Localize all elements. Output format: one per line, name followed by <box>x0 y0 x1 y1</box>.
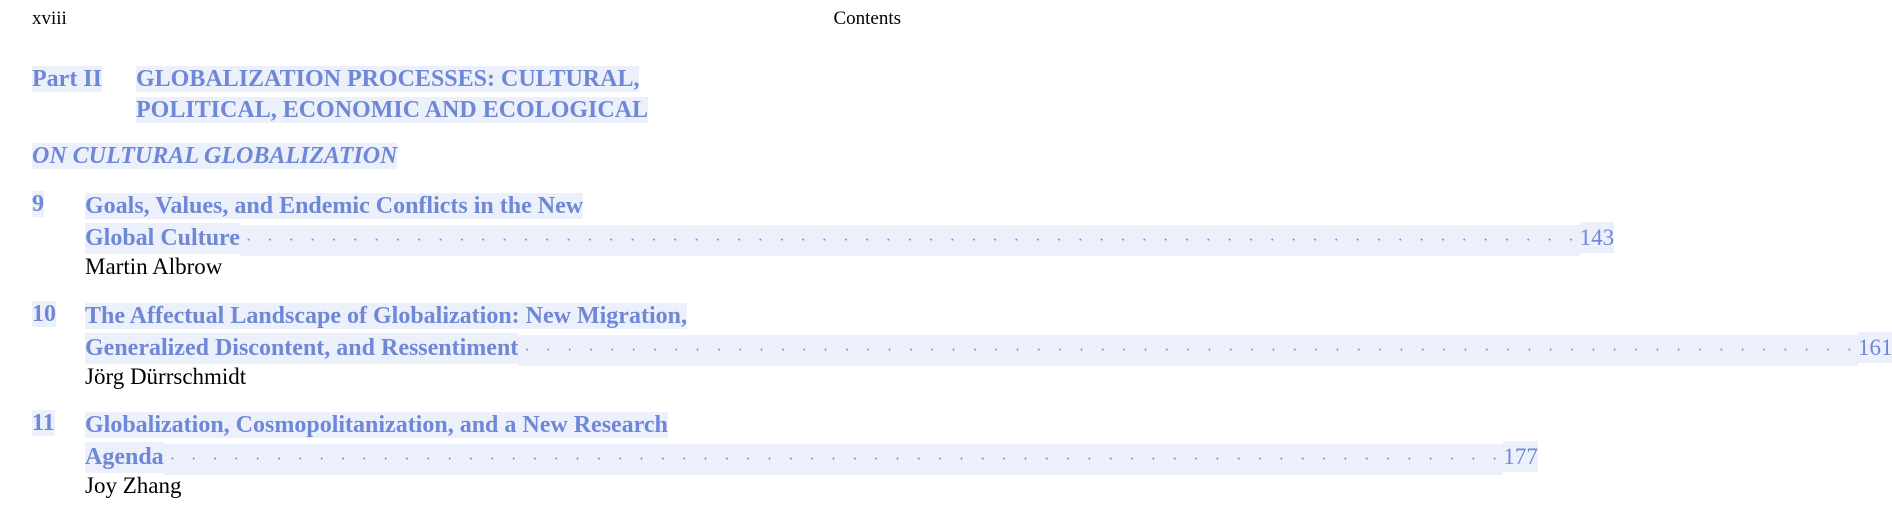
part-title[interactable] <box>136 64 648 126</box>
part-label[interactable]: Part II <box>32 66 102 92</box>
section-heading[interactable]: ON CULTURAL GLOBALIZATION <box>32 143 398 169</box>
chapter-number[interactable]: 10 <box>32 301 56 327</box>
chapter-author: Joy Zhang <box>85 473 182 498</box>
part-title-line2: POLITICAL, ECONOMIC AND ECOLOGICAL <box>136 97 649 123</box>
chapter-author: Martin Albrow <box>85 254 223 279</box>
dot-leader: · · · · · · · · · · · · · · · · · · · · · · · · · · · · · · · · · · · · · · · · · · · · · · · · · · · · · · · · · · · · · · · <box>164 444 1504 475</box>
page-ref[interactable]: 143 <box>1580 222 1615 253</box>
chapter-title-leader-row[interactable] <box>85 441 1538 470</box>
page-ref[interactable]: 177 <box>1503 441 1538 472</box>
chapter-title-line2: Generalized Discontent, and Ressentiment <box>85 333 518 364</box>
part-title-line1: GLOBALIZATION PROCESSES: CULTURAL, <box>136 66 640 92</box>
running-title: Contents <box>833 8 901 29</box>
dot-leader: · · · · · · · · · · · · · · · · · · · · · · · · · · · · · · · · · · · · · · · · · · · · · · · · · · · · · · · · · · · · · · · <box>518 335 1858 366</box>
chapter-title-line2: Global Culture <box>85 223 240 254</box>
chapter-number[interactable]: 9 <box>32 191 44 217</box>
page-number: xviii <box>32 8 67 29</box>
chapter-title[interactable]: Globalization, Cosmopolitanization, and a New Research <box>85 412 668 438</box>
chapter-title[interactable]: Goals, Values, and Endemic Conflicts in the New <box>85 193 584 219</box>
chapter-title[interactable]: The Affectual Landscape of Globalization: New Migration, <box>85 303 687 329</box>
dot-leader: · · · · · · · · · · · · · · · · · · · · · · · · · · · · · · · · · · · · · · · · · · · · · · · · · · · · · · · · · · · · · · · <box>240 225 1580 256</box>
page-ref[interactable]: 161 <box>1858 332 1892 363</box>
chapter-title-leader-row[interactable] <box>85 222 1615 251</box>
chapter-number[interactable]: 11 <box>32 410 55 436</box>
chapter-title-leader-row[interactable] <box>85 332 1892 361</box>
chapter-title-line2: Agenda <box>85 442 164 473</box>
chapter-author: Jörg Dürrschmidt <box>85 364 247 389</box>
